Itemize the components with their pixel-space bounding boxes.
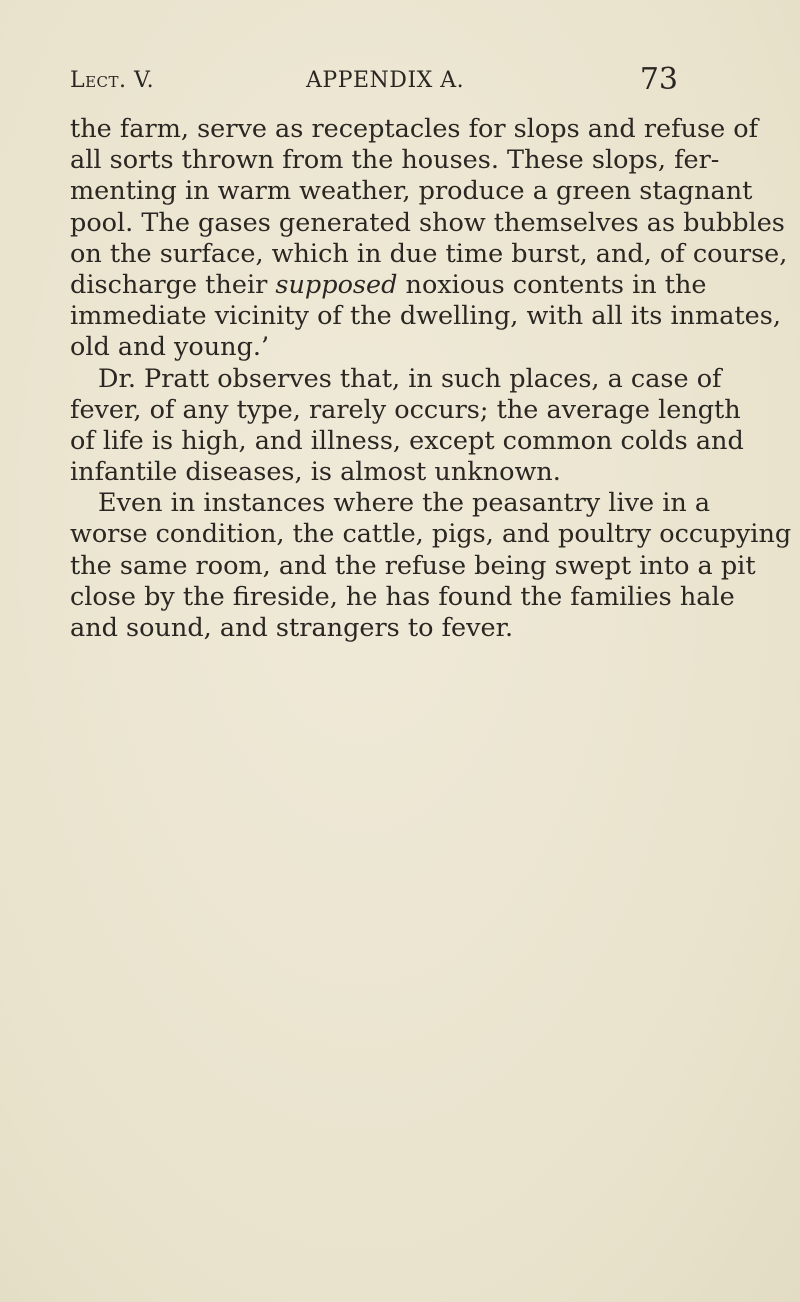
text-line: all sorts thrown from the houses. These slops, fer- bbox=[70, 145, 720, 176]
running-header bbox=[70, 62, 678, 102]
text-line bbox=[70, 269, 707, 301]
page-number: 73 bbox=[639, 62, 678, 97]
text-line: infantile diseases, is almost unknown. bbox=[70, 457, 561, 488]
text-line: old and young.’ bbox=[70, 332, 270, 363]
text-line: the farm, serve as receptacles for slops and refuse of bbox=[70, 114, 759, 144]
section-label: Lect. V. bbox=[70, 68, 155, 93]
text-line: the same room, and the refuse being swept into a pit bbox=[70, 550, 756, 581]
text-line: on the surface, which in due time burst, and, of course, bbox=[70, 238, 788, 269]
running-title: APPENDIX A. bbox=[306, 68, 465, 93]
paragraph-start-line: Even in instances where the peasantry live in a bbox=[98, 488, 711, 519]
text-line: worse condition, the cattle, pigs, and poultry occupying bbox=[70, 519, 792, 550]
paragraph-start-line: Dr. Pratt observes that, in such places, a case of bbox=[98, 363, 722, 394]
italic-emphasis: supposed bbox=[275, 269, 398, 300]
text-line: immediate vicinity of the dwelling, with all its inmates, bbox=[70, 301, 781, 332]
text-line: menting in warm weather, produce a green stagnant bbox=[70, 176, 753, 207]
text-line: and sound, and strangers to fever. bbox=[70, 613, 514, 643]
text-line: of life is high, and illness, except common colds and bbox=[70, 425, 744, 456]
text-segment: discharge their bbox=[70, 269, 276, 300]
text-segment: noxious contents in the bbox=[397, 269, 707, 300]
text-line: pool. The gases generated show themselves as bubbles bbox=[70, 207, 785, 238]
body-text bbox=[70, 114, 792, 644]
text-line: fever, of any type, rarely occurs; the average length bbox=[70, 394, 741, 425]
text-line: close by the fireside, he has found the families hale bbox=[70, 581, 735, 612]
